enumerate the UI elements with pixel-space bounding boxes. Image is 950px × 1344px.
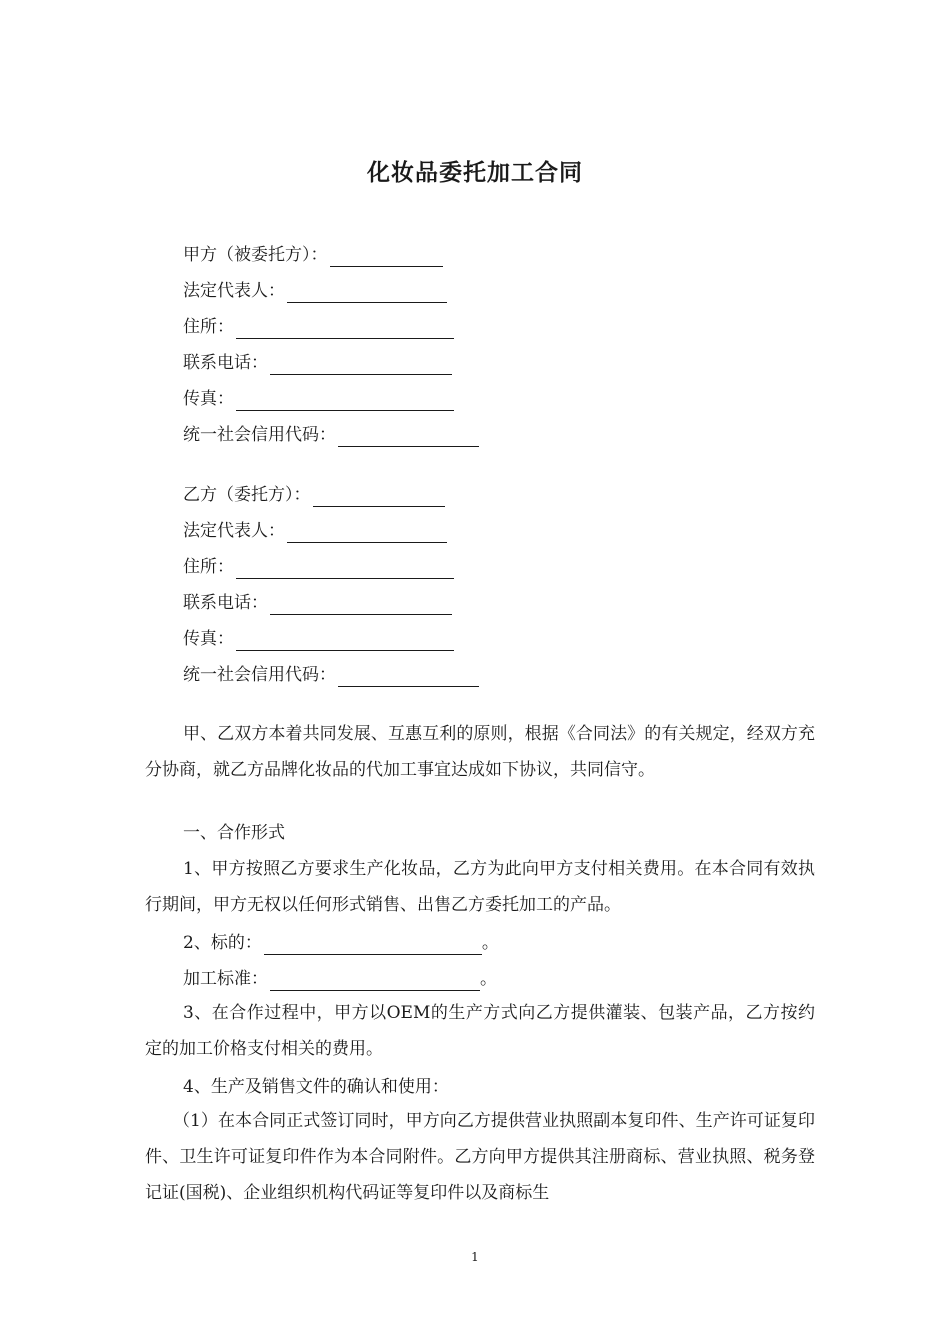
party-a-rep-field xyxy=(183,279,447,303)
party-b-fax-label: 传真： xyxy=(183,629,234,649)
party-b-credit-field xyxy=(183,663,479,687)
party-b-fax-blank[interactable] xyxy=(236,632,454,651)
subject-suffix: 。 xyxy=(481,933,499,953)
party-b-name-label: 乙方（委托方）： xyxy=(183,485,311,505)
party-b-phone-label: 联系电话： xyxy=(183,593,268,613)
clause-1-paragraph: 1、甲方按照乙方要求生产化妆品，乙方为此向甲方支付相关费用。在本合同有效执行期间，甲方无权以任何形式销售、出售乙方委托加工的产品。 xyxy=(145,859,815,915)
party-a-name-field xyxy=(183,243,443,267)
subject-blank[interactable] xyxy=(264,936,482,955)
party-b-fax-field xyxy=(183,627,454,651)
party-b-phone-field xyxy=(183,591,452,615)
party-b-address-label: 住所： xyxy=(183,557,234,577)
party-b-credit-label: 统一社会信用代码： xyxy=(183,665,336,685)
party-a-rep-blank[interactable] xyxy=(287,284,447,303)
standard-suffix: 。 xyxy=(480,969,497,989)
clause-4-heading: 4、生产及销售文件的确认和使用： xyxy=(183,1077,449,1097)
party-a-credit-field xyxy=(183,423,479,447)
party-a-address-blank[interactable] xyxy=(236,320,454,339)
party-b-name-blank[interactable] xyxy=(313,488,445,507)
subject-field xyxy=(183,931,499,955)
party-a-name-blank[interactable] xyxy=(330,248,443,267)
clause-3-paragraph: 3、在合作过程中，甲方以OEM的生产方式向乙方提供灌装、包装产品，乙方按约定的加工价格支付相关的费用。 xyxy=(145,1003,815,1059)
standard-field xyxy=(183,967,497,991)
subject-label: 2、标的： xyxy=(183,933,262,953)
party-a-phone-blank[interactable] xyxy=(270,356,452,375)
party-b-name-field xyxy=(183,483,445,507)
party-a-phone-field xyxy=(183,351,452,375)
party-a-phone-label: 联系电话： xyxy=(183,353,268,373)
party-a-fax-label: 传真： xyxy=(183,389,234,409)
party-a-address-label: 住所： xyxy=(183,317,234,337)
page-number: 1 xyxy=(471,1250,479,1264)
standard-label: 加工标准： xyxy=(183,969,268,989)
party-a-fax-field xyxy=(183,387,454,411)
party-a-credit-label: 统一社会信用代码： xyxy=(183,425,336,445)
clause-4-1-paragraph: （1）在本合同正式签订同时，甲方向乙方提供营业执照副本复印件、生产许可证复印件、卫生许可证复印件作为本合同附件。乙方向甲方提供其注册商标、营业执照、税务登记证(国税)、企业组织机构代码证等复印件以及商标生 xyxy=(145,1111,815,1203)
preamble-paragraph: 甲、乙双方本着共同发展、互惠互利的原则，根据《合同法》的有关规定，经双方充分协商，就乙方品牌化妆品的代加工事宜达成如下协议，共同信守。 xyxy=(145,724,815,780)
party-b-address-field xyxy=(183,555,454,579)
party-a-name-label: 甲方（被委托方）： xyxy=(183,245,328,265)
section-heading: 一、合作形式 xyxy=(183,823,285,843)
standard-blank[interactable] xyxy=(270,972,480,991)
party-b-phone-blank[interactable] xyxy=(270,596,452,615)
party-b-address-blank[interactable] xyxy=(236,560,454,579)
party-b-rep-blank[interactable] xyxy=(287,524,447,543)
party-a-credit-blank[interactable] xyxy=(338,428,479,447)
party-a-rep-label: 法定代表人： xyxy=(183,281,285,301)
party-b-credit-blank[interactable] xyxy=(338,668,479,687)
party-b-rep-field xyxy=(183,519,447,543)
party-a-fax-blank[interactable] xyxy=(236,392,454,411)
party-b-rep-label: 法定代表人： xyxy=(183,521,285,541)
party-a-address-field xyxy=(183,315,454,339)
page-title: 化妆品委托加工合同 xyxy=(367,159,583,186)
